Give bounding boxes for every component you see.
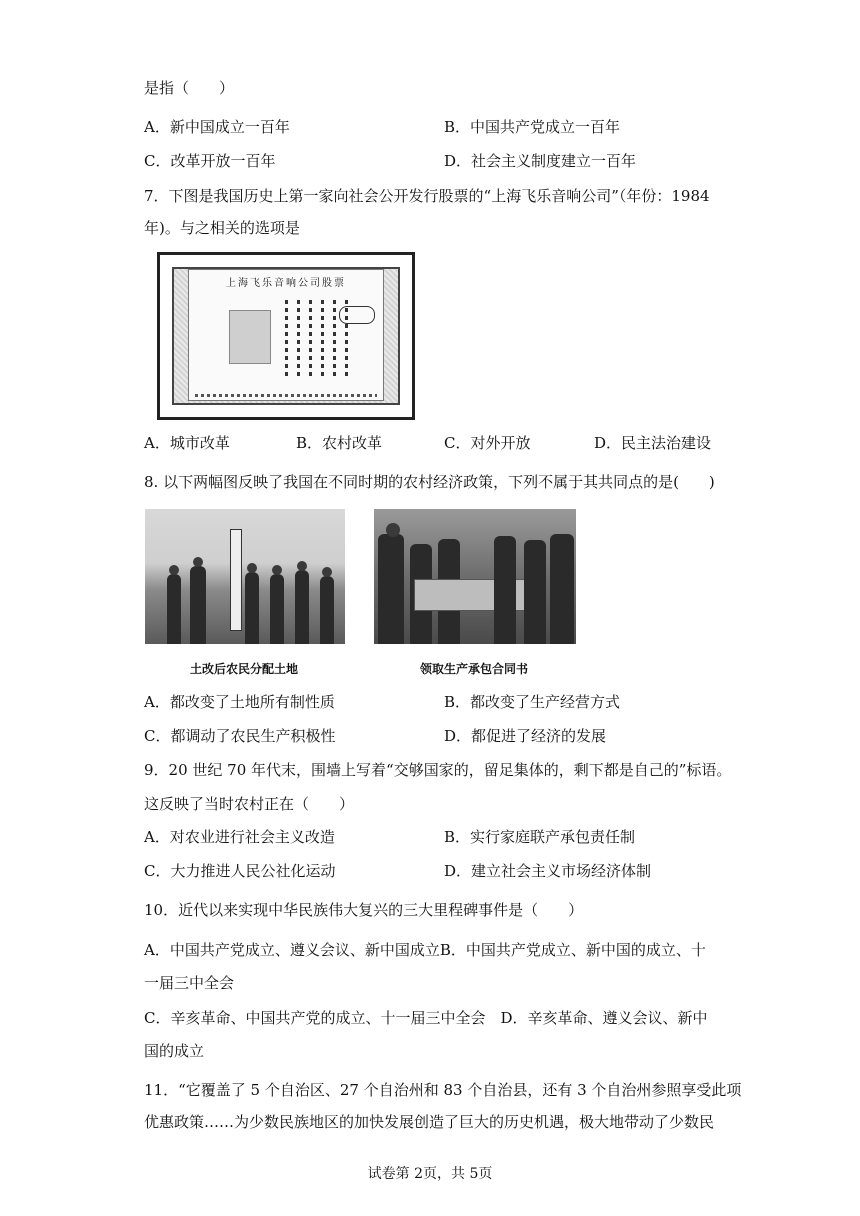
contract-table (414, 579, 536, 611)
person-head (297, 561, 307, 571)
q9-stem-line2: 这反映了当时农村正在（ ） (144, 795, 355, 813)
person-figure (167, 574, 181, 644)
land-reform-photo (145, 509, 345, 644)
q6-option-a: A．新中国成立一百年 (144, 118, 290, 136)
q10-options-line4: 国的成立 (144, 1042, 205, 1060)
q10-stem: 10．近代以来实现中华民族伟大复兴的三大里程碑事件是（ ） (144, 901, 584, 919)
q8-option-d: D．都促进了经济的发展 (444, 727, 607, 745)
q7-option-d: D．民主法治建设 (594, 434, 712, 452)
q7-option-c: C．对外开放 (444, 434, 531, 452)
stock-text-column (285, 300, 288, 380)
q6-stem-tail: 是指（ ） (144, 79, 235, 97)
person-head (272, 565, 282, 575)
q7-stem-line1: 7．下图是我国历史上第一家向社会公开发行股票的“上海飞乐音响公司”（年份：1984 (144, 187, 710, 205)
person-figure (550, 534, 574, 644)
q9-option-d: D．建立社会主义市场经济体制 (444, 862, 652, 880)
person-head (247, 563, 257, 573)
q6-option-d: D．社会主义制度建立一百年 (444, 152, 637, 170)
q6-option-b: B．中国共产党成立一百年 (444, 118, 621, 136)
person-figure (320, 576, 334, 644)
stock-seal (339, 306, 375, 324)
stock-text-column (333, 300, 336, 380)
person-figure (494, 536, 516, 644)
q7-option-a: A．城市改革 (144, 434, 230, 452)
stock-text-column (309, 300, 312, 380)
q9-option-c: C．大力推进人民公社化运动 (144, 862, 336, 880)
person-head (322, 567, 332, 577)
q9-option-a: A．对农业进行社会主义改造 (144, 828, 335, 846)
contract-photo (374, 509, 576, 644)
q11-stem-line1: 11．“它覆盖了 5 个自治区、27 个自治州和 83 个自治县，还有 3 个自治州参照享受此项 (144, 1081, 742, 1099)
person-figure (524, 540, 546, 644)
stock-stamp (229, 310, 271, 364)
person-head (193, 557, 203, 567)
figure-caption-2: 领取生产承包合同书 (420, 662, 529, 676)
stock-text-column (321, 300, 324, 380)
person-figure (378, 534, 404, 644)
stock-bottom-text (195, 394, 377, 397)
person-head (386, 523, 400, 537)
q11-stem-line2: 优惠政策……为少数民族地区的加快发展创造了巨大的历史机遇，极大地带动了少数民 (144, 1113, 715, 1131)
q7-option-b: B．农村改革 (296, 434, 383, 452)
q8-option-c: C．都调动了农民生产积极性 (144, 727, 336, 745)
q9-stem-line1: 9．20 世纪 70 年代末，围墙上写着“交够国家的，留足集体的，剩下都是自己的”标语。 (144, 761, 732, 779)
person-head (169, 565, 179, 575)
q10-options-line2: 一届三中全会 (144, 974, 235, 992)
person-figure (270, 574, 284, 644)
person-figure (245, 572, 259, 644)
stock-panel (188, 269, 384, 401)
q6-option-c: C．改革开放一百年 (144, 152, 276, 170)
person-figure (295, 570, 309, 644)
stock-title: 上海飞乐音响公司股票 (226, 278, 346, 289)
q8-option-a: A．都改变了土地所有制性质 (144, 693, 335, 711)
stock-certificate-image (157, 252, 415, 420)
q10-options-line1: A．中国共产党成立、遵义会议、新中国成立B．中国共产党成立、新中国的成立、十 (144, 941, 706, 959)
stock-text-column (297, 300, 300, 380)
land-sign (230, 529, 242, 631)
figure-caption-1: 土改后农民分配土地 (190, 662, 299, 676)
person-figure (190, 566, 206, 644)
q7-stem-line2: 年)。与之相关的选项是 (144, 219, 300, 237)
q10-options-line3: C．辛亥革命、中国共产党的成立、十一届三中全会 D．辛亥革命、遵义会议、新中 (144, 1009, 708, 1027)
q9-option-b: B．实行家庭联产承包责任制 (444, 828, 636, 846)
page-footer: 试卷第 2页，共 5页 (367, 1166, 493, 1182)
q8-option-b: B．都改变了生产经营方式 (444, 693, 621, 711)
q8-stem: 8. 以下两幅图反映了我国在不同时期的农村经济政策，下列不属于其共同点的是( ) (144, 473, 715, 491)
